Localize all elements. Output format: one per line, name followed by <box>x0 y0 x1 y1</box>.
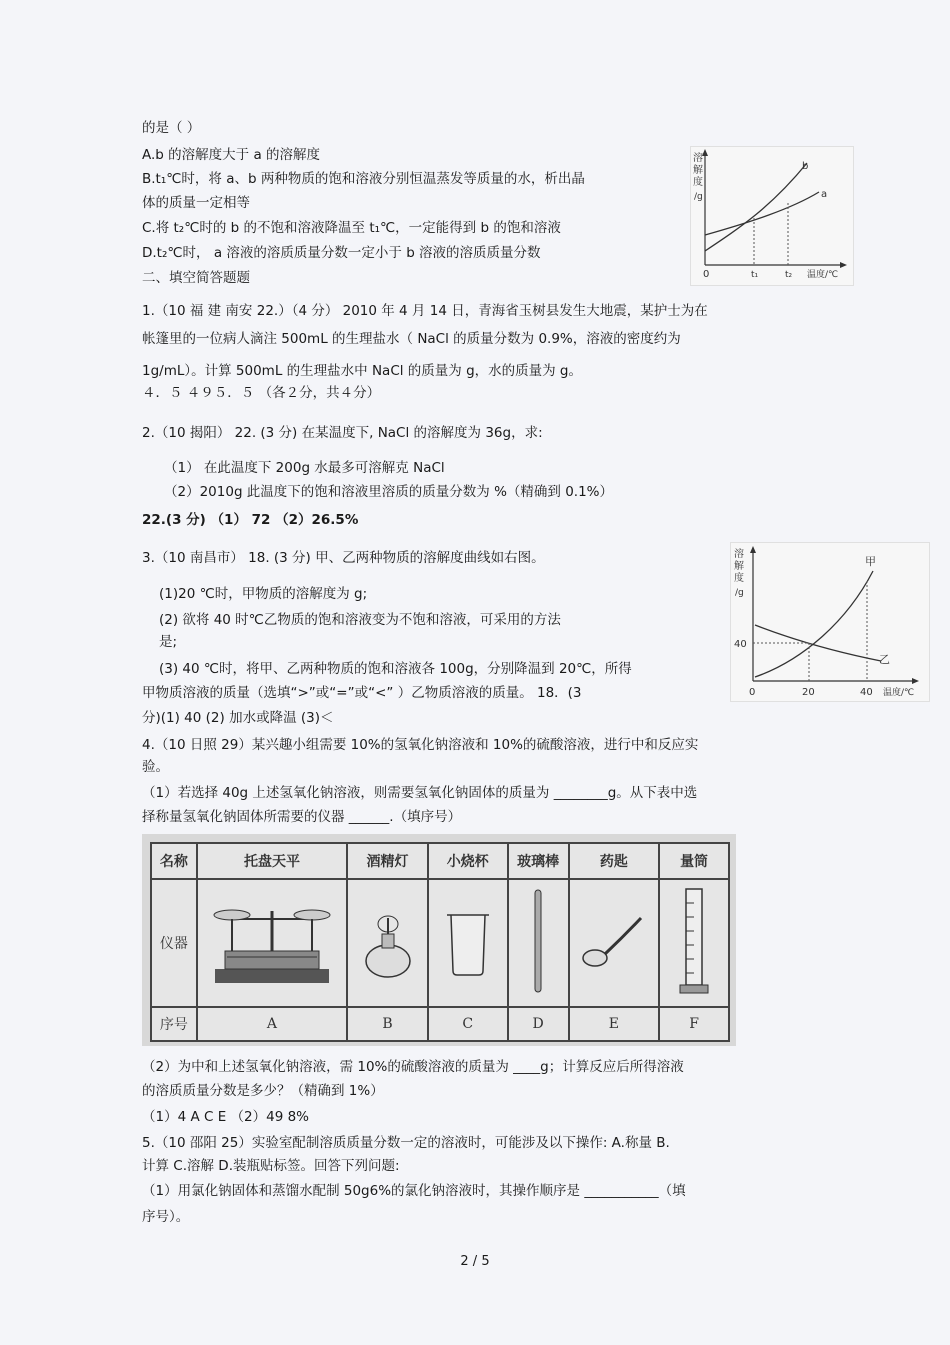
spoon-icon <box>569 879 660 1007</box>
curve-label-jia: 甲 <box>865 555 876 568</box>
tick-t2: t₂ <box>785 270 793 280</box>
text-line: （2）为中和上述氢氧化钠溶液，需 10%的硫酸溶液的质量为 ____g；计算反应后所得溶液 <box>142 1059 684 1075</box>
question-3: 3.（10 南昌市） 18. (3 分) 甲、乙两种物质的溶解度曲线如右图。 <box>142 550 545 566</box>
option-a: A.b 的溶解度大于 a 的溶解度 <box>142 147 321 163</box>
page-number: 2 / 5 <box>460 1254 490 1269</box>
origin-label: 0 <box>749 687 756 698</box>
axis-label-y: 解 <box>693 165 703 176</box>
text-line: 的是（ ） <box>142 120 201 136</box>
instrument-code: D <box>508 1007 569 1041</box>
instrument-name: 酒精灯 <box>347 843 428 879</box>
axis-label-y: 度 <box>734 573 744 584</box>
tick-t1: t₁ <box>751 270 759 280</box>
instrument-code: C <box>428 1007 508 1041</box>
text-line: 择称量氢氧化钠固体所需要的仪器 ______.（填序号） <box>142 809 462 825</box>
axis-label-x: 温度/℃ <box>807 270 839 280</box>
solubility-figure-jia-yi <box>730 542 930 702</box>
axis-label-y: 溶 <box>734 549 744 560</box>
text-line: 甲物质溶液的质量（选填“>”或“=”或“<” ）乙物质溶液的质量。 18．(3 <box>142 685 582 701</box>
text-line: 帐篷里的一位病人滴注 500mL 的生理盐水（ NaCl 的质量分数为 0.9%，溶液的密度约为 <box>142 331 681 347</box>
text-line: 计算 C.溶解 D.装瓶贴标签。回答下列问题: <box>142 1158 400 1174</box>
curve-label-a: a <box>821 189 828 200</box>
option-d: D.t₂℃时， a 溶液的溶质质量分数一定小于 b 溶液的溶质质量分数 <box>142 245 541 261</box>
option-b: B.t₁℃时，将 a、b 两种物质的饱和溶液分别恒温蒸发等质量的水，析出晶 <box>142 171 585 187</box>
question-2: 2.（10 揭阳） 22. (3 分) 在某温度下, NaCl 的溶解度为 36g，求: <box>142 425 543 441</box>
instrument-table-image <box>142 834 736 1046</box>
answer-4: （1）4 A C E （2）49 8% <box>142 1109 310 1125</box>
y-tick-40: 40 <box>734 639 747 650</box>
x-tick-20: 20 <box>802 687 815 698</box>
graduated-cylinder-icon <box>659 879 729 1007</box>
glass-rod-icon <box>508 879 569 1007</box>
curve-label-yi: 乙 <box>879 653 890 666</box>
origin-label: 0 <box>703 269 710 280</box>
axis-label-x: 温度/℃ <box>883 688 915 698</box>
axis-label-y: 度 <box>693 177 703 188</box>
text-line: 是; <box>159 634 178 650</box>
axis-label-y: /g <box>694 192 703 202</box>
question-4: 4.（10 日照 29）某兴趣小组需要 10%的氢氧化钠溶液和 10%的硫酸溶液，进行中和反应实 <box>142 737 699 753</box>
text-line: （2）2010g 此温度下的饱和溶液里溶质的质量分数为 %（精确到 0.1%） <box>164 484 614 500</box>
x-tick-40: 40 <box>860 687 873 698</box>
option-c: C.将 t₂℃时的 b 的不饱和溶液降温至 t₁℃，一定能得到 b 的饱和溶液 <box>142 220 561 236</box>
balance-icon <box>197 879 348 1007</box>
text-line: 的溶质质量分数是多少？（精确到 1%） <box>142 1083 384 1099</box>
solubility-figure-ab <box>690 146 854 286</box>
text-line: (3) 40 ℃时，将甲、乙两种物质的饱和溶液各 100g，分别降温到 20℃，所得 <box>159 661 632 677</box>
question-1: 1.（10 福 建 南安 22.）（4 分） 2010 年 4 月 14 日，青海省玉树县发生大地震，某护士为在 <box>142 303 708 319</box>
alcohol-lamp-icon <box>347 879 428 1007</box>
text-line: 体的质量一定相等 <box>142 195 250 211</box>
text-line: 序号）。 <box>142 1209 190 1225</box>
beaker-icon <box>428 879 508 1007</box>
instrument-code: E <box>569 1007 660 1041</box>
text-line: （1）用氯化钠固体和蒸馏水配制 50g6%的氯化钠溶液时，其操作顺序是 ___________（填 <box>142 1183 686 1199</box>
row-label-code: 序号 <box>151 1007 197 1041</box>
instrument-name: 药匙 <box>569 843 660 879</box>
section-heading: 二、填空简答题题 <box>142 270 250 286</box>
text-line: 1g/mL）。计算 500mL 的生理盐水中 NaCl 的质量为 g，水的质量为 g。 <box>142 363 583 379</box>
text-line: (1)20 ℃时，甲物质的溶解度为 g; <box>159 586 368 602</box>
axis-label-y: /g <box>735 588 744 598</box>
axis-label-y: 解 <box>734 561 744 572</box>
curve-label-b: b <box>802 161 809 172</box>
answer-3: 分)(1) 40 (2) 加水或降温 (3)＜ <box>142 710 334 726</box>
instrument-name: 小烧杯 <box>428 843 508 879</box>
answer-1: ４．５ ４９５．５ （各２分，共４分） <box>142 385 381 401</box>
instrument-code: B <box>347 1007 428 1041</box>
question-5: 5.（10 邵阳 25）实验室配制溶质质量分数一定的溶液时，可能涉及以下操作: A.称量 B. <box>142 1135 670 1151</box>
row-label-name: 名称 <box>151 843 197 879</box>
instrument-name: 托盘天平 <box>197 843 348 879</box>
text-line: （1）若选择 40g 上述氢氧化钠溶液，则需要氢氧化钠固体的质量为 ________g。从下表中选 <box>142 785 698 801</box>
instrument-code: F <box>659 1007 729 1041</box>
axis-label-y: 溶 <box>693 153 703 164</box>
text-line: 验。 <box>142 759 169 775</box>
text-line: (2) 欲将 40 时℃乙物质的饱和溶液变为不饱和溶液，可采用的方法 <box>159 612 561 628</box>
instrument-table <box>150 842 730 1042</box>
instrument-name: 量筒 <box>659 843 729 879</box>
text-line: （1） 在此温度下 200g 水最多可溶解克 NaCl <box>164 460 445 476</box>
answer-2: 22.(3 分) （1） 72 （2）26.5% <box>142 512 359 528</box>
row-label-instrument: 仪器 <box>151 879 197 1007</box>
instrument-code: A <box>197 1007 348 1041</box>
instrument-name: 玻璃棒 <box>508 843 569 879</box>
